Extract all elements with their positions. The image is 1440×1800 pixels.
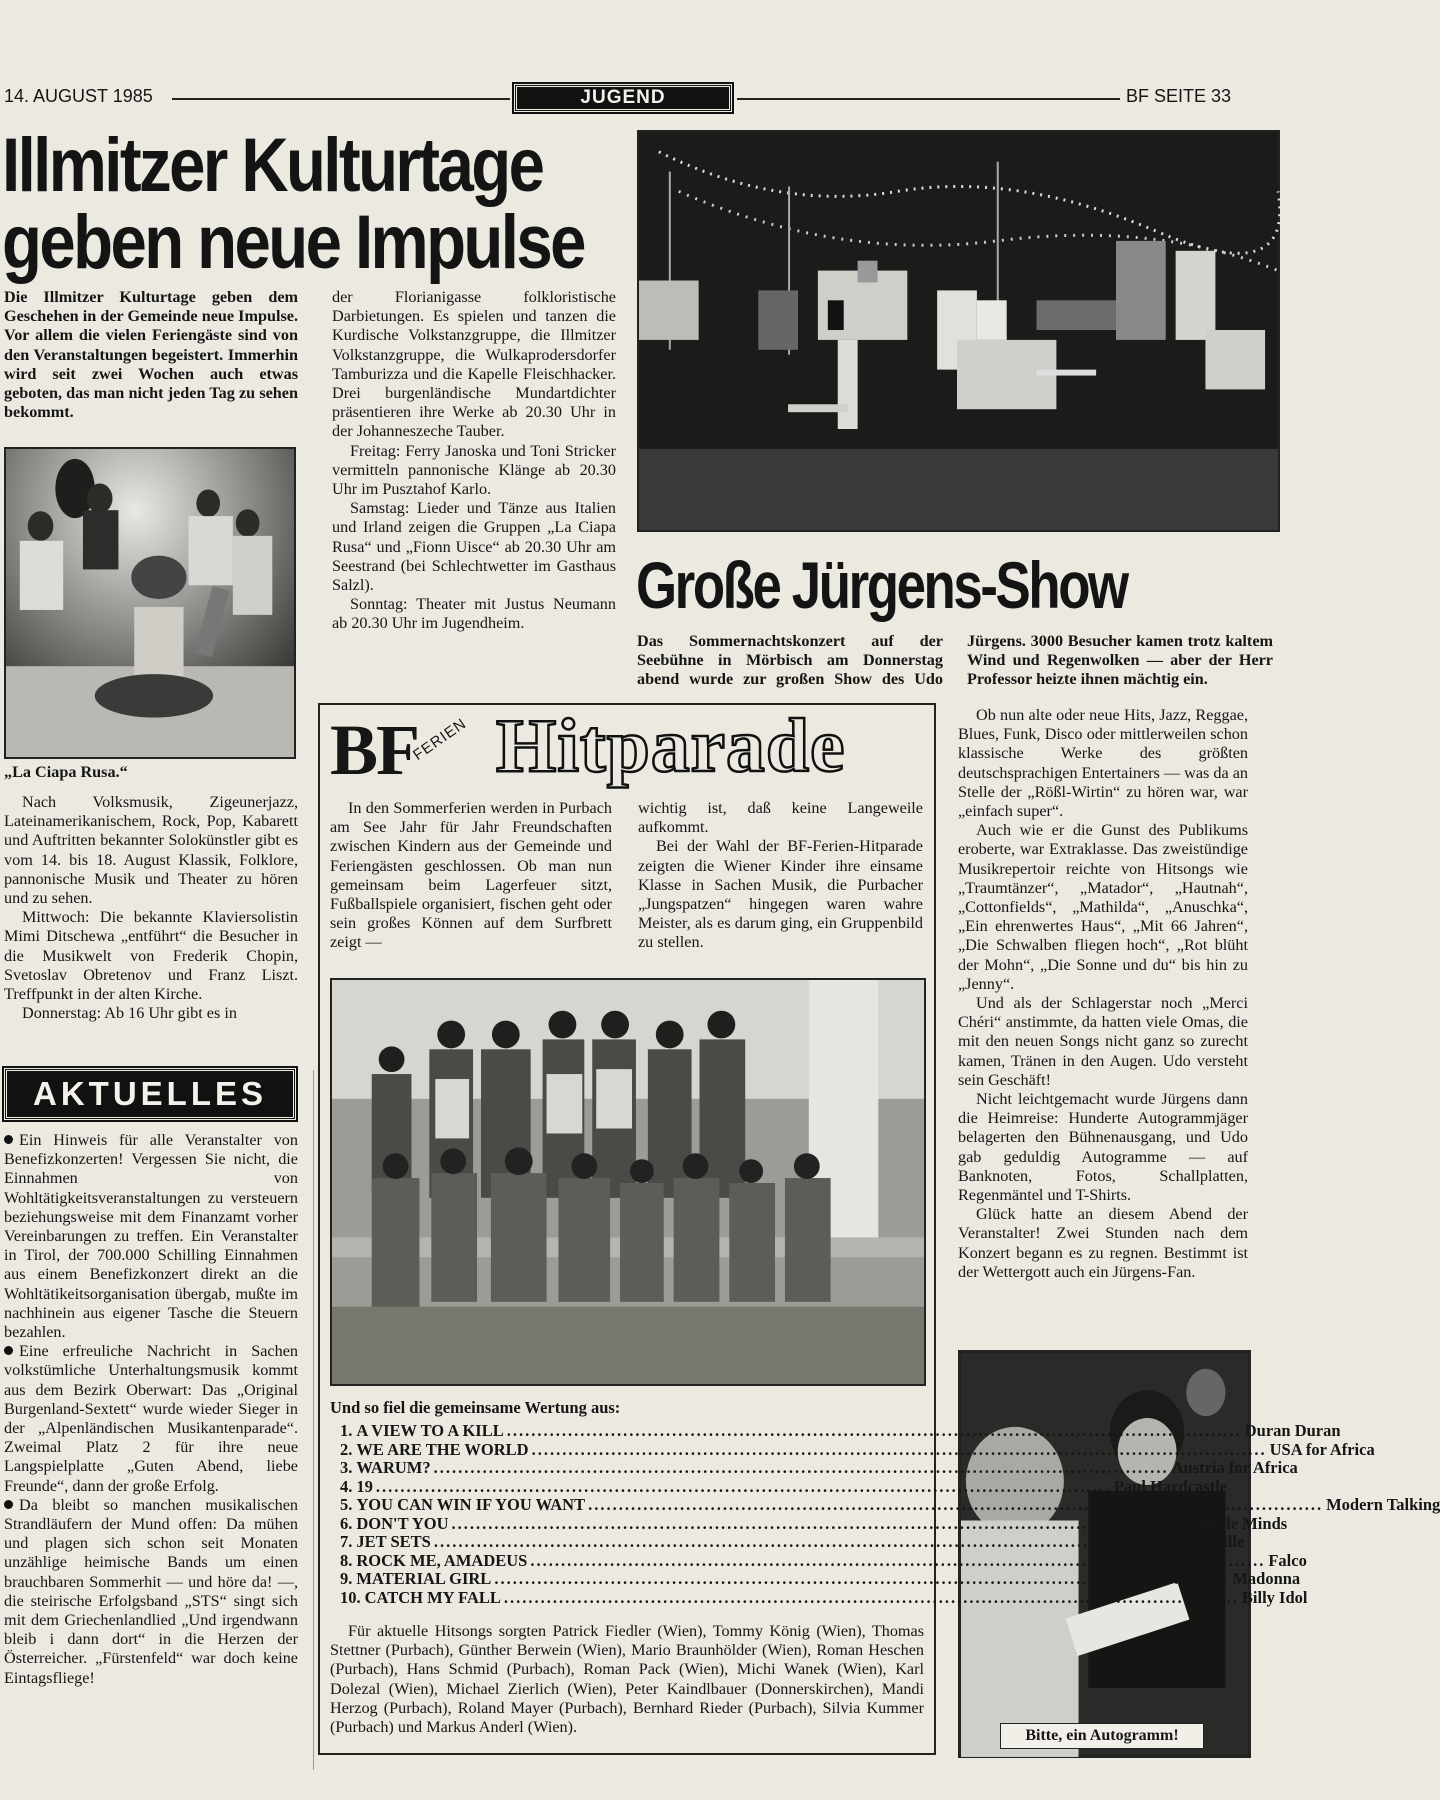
kulturtage-para-3: Donnerstag: Ab 16 Uhr gibt es in xyxy=(22,1004,237,1023)
aktuelles-title: AKTUELLES xyxy=(33,1075,267,1112)
header-page: BF SEITE 33 xyxy=(1126,86,1232,106)
kulturtage-body-col1 xyxy=(4,793,298,1023)
juergens-headline: Große Jürgens-Show xyxy=(636,548,1127,622)
chart-entry-title: ROCK ME, AMADEUS xyxy=(356,1550,528,1570)
kulturtage-para-2: Mittwoch: Die bekannte Klaviersolistin Mimi Ditschewa „entführt“ die Besucher in die Musikwelt von Frederik Chopin, Svetoslav Obretenov und Franz Liszt. Treffpunkt in der alten Kirche. xyxy=(4,908,298,1004)
hitparade-intro-col2 xyxy=(638,799,923,953)
juergens-para-3: Und als der Schlagerstar noch „Merci Chéri“ anstimmte, da hatten viele Omas, die mit den neuen Songs nicht ganz so zurecht kamen, Tränen in den Augen. Udo versteht sein Geschäft! xyxy=(958,994,1248,1089)
photo-caption-autogramm-box xyxy=(1000,1723,1204,1749)
chart-entry-title: WE ARE THE WORLD xyxy=(356,1439,529,1459)
leader-dots: ........................................................................................................................ xyxy=(588,1495,1324,1514)
bullet-icon xyxy=(4,1500,13,1509)
chart-entry xyxy=(340,1476,1228,1497)
hitparade-intro-para-3: Bei der Wahl der BF-Ferien-Hitparade zeigten die Wiener Kinder ihre einsame Klasse in Sachen Musik, die Purbacher „Jungspatzen“ hingegen waren wahre Meister, als es darum ging, ein Gruppenbild zu stellen. xyxy=(638,837,923,952)
headline-line-1: Illmitzer Kulturtage xyxy=(2,123,543,208)
photo-concert-stage xyxy=(637,130,1280,532)
juergens-para-5: Glück hatte an diesem Abend der Veranstalter! Zwei Stunden nach dem Konzert begann es zu regnen. Bestimmt ist der Wettergott auch ein Jürgens-Fan. xyxy=(958,1205,1248,1281)
chart-entry-rank: 6. xyxy=(340,1513,353,1533)
chart-entry-title: CATCH MY FALL xyxy=(364,1587,501,1607)
chart-entry-title: 19 xyxy=(356,1476,373,1496)
chart-entry-title: MATERIAL GIRL xyxy=(356,1569,492,1588)
section-label: JUGEND xyxy=(580,87,666,108)
hitparade-intro-para-2: wichtig ist, daß keine Langeweile aufkommt. xyxy=(638,799,923,837)
kulturtage-body-col2 xyxy=(332,288,616,634)
kulturtage-col2-para-4: Sonntag: Theater mit Justus Neumann ab 20.30 Uhr im Jugendheim. xyxy=(332,595,616,633)
juergens-para-2: Auch wie er die Gunst des Publikums eroberte, war Extraklasse. Das zweistündige Musikrepertoir reichte von Hitsongs wie „Traumtänzer“, „Matador“, „Hautnah“, „Cottonfields“, „Mathilda“, „Anuschka“, „Ein ehrenwertes Haus“, „Mit 66 Jahren“, „Die Schwalben fliegen hoch“, „Rot blüht der Mohn“, „Die Sonne und du“ bis hin zu „Jenny“. xyxy=(958,821,1248,993)
chart-entry xyxy=(340,1439,1375,1460)
chart-entry-title: WARUM? xyxy=(356,1458,431,1477)
kulturtage-para-1: Nach Volksmusik, Zigeunerjazz, Lateinamerikanischem, Rock, Pop, Kabarett und Auftritten bekannter Solokünstler gibt es vom 14. bis 18. August Klassik, Folklore, pannonische Musik und Theater zu hören und zu sehen. xyxy=(4,793,298,908)
kulturtage-col2-para-2: Freitag: Ferry Janoska und Toni Stricker vermitteln pannonische Klänge ab 20.30 Uhr im Pusztahof Karlo. xyxy=(332,441,616,499)
leader-dots: ........................................................................................................................ xyxy=(530,1550,1266,1570)
chart-entry-artist: Madonna xyxy=(1232,1569,1301,1588)
chart-entry xyxy=(340,1421,1341,1441)
chart-entry-rank: 1. xyxy=(340,1421,353,1440)
leader-dots: ........................................................................................................................ xyxy=(531,1439,1267,1459)
chart-entry xyxy=(340,1550,1307,1571)
leader-dots: ........................................................................................................................ xyxy=(433,1458,1169,1477)
hitparade-list xyxy=(340,1421,1440,1607)
chart-entry xyxy=(340,1587,1308,1608)
chart-entry-rank: 8. xyxy=(340,1550,353,1570)
juergens-body xyxy=(958,706,1248,1282)
hitparade-credits xyxy=(330,1622,924,1737)
hitparade-intro-col1 xyxy=(330,799,612,953)
hitparade-intro-para-1: In den Sommerferien werden in Purbach am See Jahr für Jahr Freundschaften zwischen Kindern aus der Gemeinde und Feriengästen geschlossen. Ob man nun gemeinsam beim Lagerfeuer sitzt, Fußballspiele organisiert, fischen geht oder sein großes Können auf dem Surfbrett zeigt — xyxy=(330,799,612,952)
bullet-icon xyxy=(4,1135,13,1144)
chart-entry xyxy=(340,1513,1288,1534)
chart-entry-artist: USA for Africa xyxy=(1269,1439,1375,1459)
juergens-lead: Das Sommernachtskonzert auf der Seebühne in Mörbisch am Donnerstag abend wurde zur großen Show des Udo Jürgens. 3000 Besucher kamen trotz kaltem Wind und Regenwolken — aber der Herr Professor heizte ihnen mächtig ein. xyxy=(637,632,1273,689)
leader-dots: ........................................................................................................................ xyxy=(451,1513,1187,1533)
chart-entry-title: YOU CAN WIN IF YOU WANT xyxy=(356,1495,586,1514)
hitparade-logo xyxy=(330,704,926,792)
photo-la-ciapa-rusa xyxy=(4,447,296,759)
leader-dots: ........................................................................................................................ xyxy=(494,1569,1230,1588)
headline-line-2: geben neue Impulse xyxy=(2,200,584,285)
chart-entry xyxy=(340,1458,1298,1478)
section-badge xyxy=(514,84,732,112)
leader-dots: ........................................................................................................................ xyxy=(375,1476,1111,1496)
photo-caption-autogramm: Bitte, ein Autogramm! xyxy=(1025,1727,1179,1744)
chart-entry-title: JET SETS xyxy=(356,1532,431,1551)
chart-entry-artist: Modern Talking xyxy=(1326,1495,1440,1514)
aktuelles-item-2: Eine erfreuliche Nachricht in Sachen volkstümliche Unterhaltungsmusik kommt aus dem Bezirk Oberwart: Das „Original Burgenland-Sextett“ wurde wieder Sieger in der „Alpenländischen Musikantenparade“. Zweimal Platz 2 für ihre neue Langspielplatte „Guten Abend, liebe Freunde“, dann der große Erfolg. xyxy=(4,1342,298,1495)
aktuelles-body xyxy=(4,1131,298,1688)
chart-entry-rank: 5. xyxy=(340,1495,353,1514)
kulturtage-lead: Die Illmitzer Kulturtage geben dem Geschehen in der Gemeinde neue Impulse. Vor allem die vielen Feriengäste sind von den Veranstaltungen begeistert. Immerhin wird seit zwei Wochen auch etwas geboten, das man nicht jeden Tag zu sehen bekommt. xyxy=(4,288,298,422)
chart-entry xyxy=(340,1532,1245,1552)
logo-ferien: FERIEN xyxy=(410,715,470,764)
chart-entry-title: DON'T YOU xyxy=(356,1513,449,1533)
photo-caption-ciapa: „La Ciapa Rusa.“ xyxy=(4,763,128,781)
chart-entry xyxy=(340,1495,1440,1515)
bullet-icon xyxy=(4,1346,13,1355)
leader-dots: ........................................................................................................................ xyxy=(506,1421,1242,1440)
column-rule xyxy=(313,1070,314,1770)
logo-hitparade: Hitparade xyxy=(496,704,846,788)
logo-bf: BF xyxy=(330,710,419,790)
chart-entry-rank: 2. xyxy=(340,1439,353,1459)
chart-entry-title: A VIEW TO A KILL xyxy=(356,1421,504,1440)
chart-entry-artist: Simple Minds xyxy=(1189,1513,1288,1533)
chart-entry-artist: Billy Idol xyxy=(1241,1587,1308,1607)
header-date: 14. AUGUST 1985 xyxy=(4,86,153,106)
aktuelles-banner xyxy=(4,1068,296,1120)
hitparade-credits-text: Für aktuelle Hitsongs sorgten Patrick Fiedler (Wien), Tommy König (Wien), Thomas Stettner (Purbach), Günther Berwein (Wien), Mario Braunhölder (Wien), Roman Heschen (Purbach), Hans Schmid (Purbach), Roman Pack (Wien), Michi Wanek (Wien), Karl Dolezal (Wien), Michael Zierlich (Wien), Peter Kaindlbauer (Donnerskirchen), Mandi Herzog (Purbach), Roland Mayer (Purbach), Bernhard Rieder (Purbach), Silvia Kummer (Purbach) und Markus Anderl (Wien). xyxy=(330,1622,924,1737)
chart-entry-rank: 7. xyxy=(340,1532,353,1551)
chart-entry-rank: 9. xyxy=(340,1569,353,1588)
chart-entry-artist: Falco xyxy=(1268,1550,1307,1570)
aktuelles-item-1: Ein Hinweis für alle Veranstalter von Benefizkonzerten! Vergessen Sie nicht, die Einnahmen von Wohltätigkeitsveranstaltungen zu versteuern beziehungsweise mit dem Finanzamt vorher Vereinbarungen zu treffen. Ein Veranstalter in Tirol, der 700.000 Schilling Einnahmen aus einem Benefizkonzert direkt an die Wohltätikeitsorganisation übergab, mußte im nachhinein aus eigener Tasche die Steuern bezahlen. xyxy=(4,1131,298,1342)
kulturtage-col2-para-3: Samstag: Lieder und Tänze aus Italien und Irland zeigen die Gruppen „La Ciapa Rusa“ und „Fionn Uisce“ ab 20.30 Uhr am Seestrand (bei Schlechtwetter im Gasthaus Salzl). xyxy=(332,499,616,595)
photo-group-jungspatzen xyxy=(330,978,926,1386)
leader-dots: ........................................................................................................................ xyxy=(433,1532,1169,1551)
leader-dots: ........................................................................................................................ xyxy=(503,1587,1239,1607)
kulturtage-col2-para-1: der Florianigasse folkloristische Darbietungen. Es spielen und tanzen die Kurdische Volkstanzgruppe, die Illmitzer Volkstanzgruppe, die Wulkaprodersdorfer Tamburizza und die Kapelle Fleischhacker. Drei burgenländische Mundartdichter präsentieren ihre Werke ab 20.30 Uhr in der Johanneszeche Tauber. xyxy=(332,288,616,441)
chart-entry-artist: Austria for Africa xyxy=(1171,1458,1298,1477)
juergens-para-4: Nicht leichtgemacht wurde Jürgens dann die Heimreise: Hunderte Autogrammjäger belagerten den Bühnenausgang, und Udo gab geduldig Autogramme — auf Banknoten, Fotos, Schallplatten, Regenmäntel und T-Shirts. xyxy=(958,1090,1248,1205)
chart-entry xyxy=(340,1569,1301,1589)
header-rule-left xyxy=(172,98,510,100)
chart-entry-artist: Paul Hardcastle xyxy=(1113,1476,1228,1496)
header-rule-right xyxy=(737,98,1120,100)
chart-entry-rank: 3. xyxy=(340,1458,353,1477)
aktuelles-item-3: Da bleibt so manchen musikalischen Strandläufern der Mund offen: Da mühen und plagen sich schon seit Monaten unzählige heimische Bands um einen brauchbaren Sommerhit — und höre da! —, die steirische Erfolgsband „STS“ singt sich mit dem Griechenlandlied „Und irgendwann bleib i dann dort“ in die Herzen der Österreicher. „Fürstenfeld“ war doch keine Eintagsfliege! xyxy=(4,1495,298,1687)
juergens-para-1: Ob nun alte oder neue Hits, Jazz, Reggae, Blues, Funk, Disco oder mittlerweilen schon klassische Werke des größten deutschsprachigen Entertainers — was da an Stelle der „Rößl-Wirtin“ zu hören war, war „einfach super“. xyxy=(958,706,1248,821)
chart-entry-artist: Alphaville xyxy=(1171,1532,1245,1551)
chart-entry-artist: Duran Duran xyxy=(1244,1421,1341,1440)
chart-entry-rank: 4. xyxy=(340,1476,353,1496)
chart-entry-rank: 10. xyxy=(340,1587,361,1607)
hitparade-list-title: Und so fiel die gemeinsame Wertung aus: xyxy=(330,1398,621,1417)
